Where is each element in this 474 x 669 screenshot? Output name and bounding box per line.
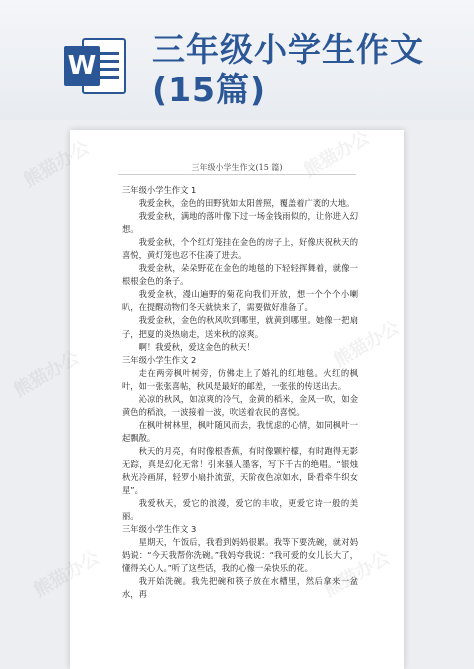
- header-divider: [118, 174, 356, 175]
- header-banner: [0, 0, 474, 120]
- essay-paragraph: 我爱金秋，漫山遍野的菊花向我们开放，想一个个个小喇叭，在提醒动物们冬天就快来了，需要做好准备了。: [122, 289, 358, 313]
- running-header: 三年级小学生作文(15 篇): [191, 163, 283, 172]
- word-letter-tile: W: [64, 46, 100, 86]
- word-app-icon: [64, 38, 126, 94]
- watermark-text: 熊猫办公: [10, 347, 84, 402]
- essay-paragraph: 走在两旁枫叶树旁，仿佛走上了婚礼的红地毯。火红的枫叶，如一张张喜帖，秋风是最好的邮差，一张张的传送出去。: [122, 367, 358, 391]
- essay-paragraph: 我开始洗碗。我先把碗和筷子放在水槽里，然后拿来一盆水，再: [122, 576, 358, 600]
- essay-paragraph: 我爱金秋，朵朵野花在金色的地毯的下轻轻挥舞着，就像一根根金色的条子。: [122, 263, 358, 287]
- essay-heading: 三年级小学生作文 1: [122, 185, 197, 195]
- essay-paragraph: 我爱金秋，个个红灯笼挂在金色的房子上，好像庆祝秋天的喜悦，黄灯笼也忍不住凑了进去。: [122, 237, 358, 261]
- essay-paragraph: 啊！我爱秋，爱这金色的秋天！: [138, 341, 255, 352]
- essay-paragraph: 沁凉的秋风，如凉爽的冷气，金黄的稻米，金风一吹，如金黄色的稻浪，一波接着一波，吹送着农民的喜悦。: [122, 393, 358, 417]
- essay-paragraph: 星期天，午饭后，我看到妈妈很累。我等下要洗碗，就对妈妈说：“今天我帮你洗碗。”我妈夸我说：“我可爱的女儿长大了，懂得关心人。”听了这些话，我的心像一朵快乐的花。: [122, 537, 358, 574]
- essay-heading: 三年级小学生作文 3: [122, 524, 197, 535]
- essay-paragraph: 我爱金秋，金色的田野犹如太阳普照，覆盖着广袤的大地。: [138, 198, 355, 209]
- watermark-text: 熊猫办公: [20, 137, 94, 192]
- page-title: 三年级小学生作文(15篇): [152, 30, 424, 109]
- essay-heading: 三年级小学生作文 2: [122, 354, 197, 365]
- watermark-text: 熊猫办公: [30, 547, 104, 602]
- document-page-preview: [70, 130, 404, 669]
- document-body: [122, 184, 358, 602]
- essay-paragraph: 我爱秋天，爱它的浪漫，爱它的丰收，更爱它诗一般的美丽。: [122, 498, 358, 522]
- essay-paragraph: 我爱金秋，满地的落叶像下过一场金钱雨似的，让你进入幻想。: [122, 211, 358, 235]
- essay-paragraph: 秋天的月亮，有时像根香蕉，有时像颗柠檬，有时跑得无影无踪，真是幻化无常！引来骚人墨客，写下千古的绝唱。“银烛秋光冷画屏，轻罗小扇扑流萤，天阶夜色凉如水，卧看牵牛织女星”。: [122, 445, 358, 496]
- essay-paragraph: 在枫叶树林里，枫叶随风而去，我忧虑的心情，如同枫叶一起飘散。: [122, 419, 358, 443]
- essay-paragraph: 我爱金秋，金色的秋风吹到哪里，就黄到哪里。她像一把扇子，把夏的炎热扇走，送来秋的凉爽。: [122, 315, 358, 339]
